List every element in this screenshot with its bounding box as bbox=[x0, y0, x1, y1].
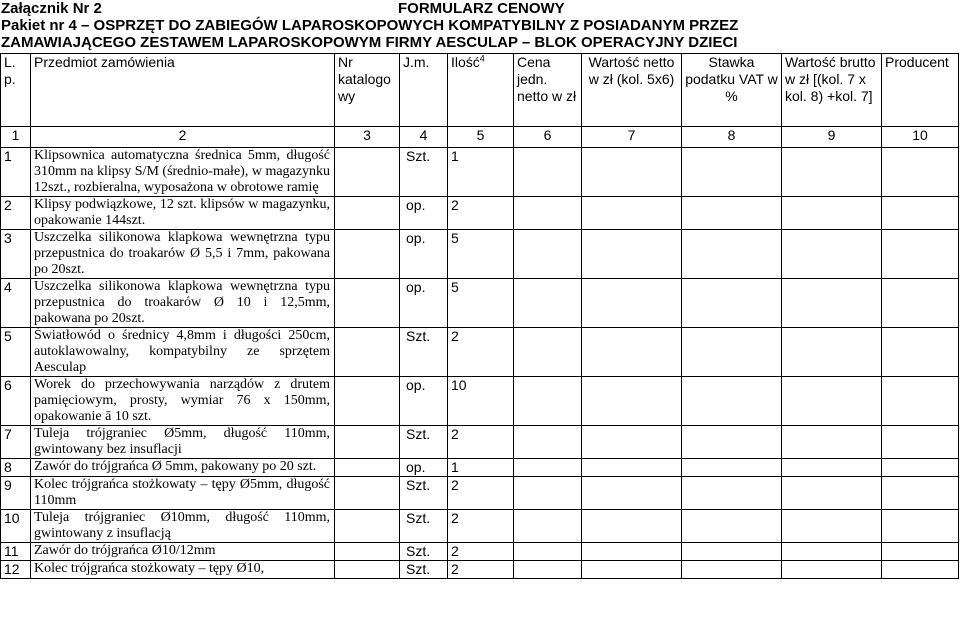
row-vat-cell[interactable] bbox=[682, 426, 782, 459]
row-item-description: Światłowód o średnicy 4,8mm i długości 250cm, autoklawowalny, kompatybilny ze sprzętem Aesculap bbox=[31, 328, 335, 377]
qty-footnote-mark: 4 bbox=[479, 53, 485, 64]
row-quantity: 1 bbox=[448, 459, 514, 477]
row-net-value-cell[interactable] bbox=[582, 279, 682, 328]
row-gross-value-cell[interactable] bbox=[782, 328, 882, 377]
row-net-value-cell[interactable] bbox=[582, 230, 682, 279]
row-net-value-cell[interactable] bbox=[582, 197, 682, 230]
row-producer-cell[interactable] bbox=[882, 477, 959, 510]
col-header-vat: Stawka podatku VAT w % bbox=[682, 54, 782, 127]
row-item-description: Uszczelka silikonowa klapkowa wewnętrzna typu przepustnica do troakarów Ø 10 i 12,5mm, pakowana po 20szt. bbox=[31, 279, 335, 328]
row-lp: 12 bbox=[1, 561, 31, 579]
row-catalog-cell[interactable] bbox=[335, 510, 400, 543]
column-number-row bbox=[1, 127, 959, 148]
row-catalog-cell[interactable] bbox=[335, 543, 400, 561]
row-gross-value-cell[interactable] bbox=[782, 543, 882, 561]
row-catalog-cell[interactable] bbox=[335, 561, 400, 579]
table-row bbox=[1, 561, 959, 579]
row-producer-cell[interactable] bbox=[882, 328, 959, 377]
row-unit-price-cell[interactable] bbox=[514, 377, 582, 426]
row-gross-value-cell[interactable] bbox=[782, 197, 882, 230]
row-item-description: Worek do przechowywania narządów z drutem pamięciowym, prosty, wymiar 76 x 150mm, opakowanie ā 10 szt. bbox=[31, 377, 335, 426]
row-net-value-cell[interactable] bbox=[582, 543, 682, 561]
row-catalog-cell[interactable] bbox=[335, 477, 400, 510]
row-net-value-cell[interactable] bbox=[582, 377, 682, 426]
row-vat-cell[interactable] bbox=[682, 328, 782, 377]
row-quantity: 10 bbox=[448, 377, 514, 426]
package-title-line2: ZAMAWIAJĄCEGO ZESTAWEM LAPAROSKOPOWYM FIRMY AESCULAP – BLOK OPERACYJNY DZIECI bbox=[1, 34, 738, 51]
row-item-description: Kolec trójgrańca stożkowaty – tępy Ø5mm, długość 110mm bbox=[31, 477, 335, 510]
form-title: FORMULARZ CENOWY bbox=[398, 0, 565, 17]
row-item-description: Zawór do trójgrańca Ø10/12mm bbox=[31, 543, 335, 561]
row-vat-cell[interactable] bbox=[682, 230, 782, 279]
row-gross-value-cell[interactable] bbox=[782, 230, 882, 279]
row-lp: 10 bbox=[1, 510, 31, 543]
row-quantity: 2 bbox=[448, 543, 514, 561]
row-net-value-cell[interactable] bbox=[582, 477, 682, 510]
row-gross-value-cell[interactable] bbox=[782, 148, 882, 197]
row-lp: 6 bbox=[1, 377, 31, 426]
row-unit: Szt. bbox=[400, 510, 448, 543]
row-unit: op. bbox=[400, 230, 448, 279]
row-net-value-cell[interactable] bbox=[582, 561, 682, 579]
col-number: 9 bbox=[782, 127, 882, 148]
row-quantity: 5 bbox=[448, 279, 514, 328]
col-header-item: Przedmiot zamówienia bbox=[31, 54, 335, 127]
row-catalog-cell[interactable] bbox=[335, 197, 400, 230]
row-vat-cell[interactable] bbox=[682, 477, 782, 510]
row-gross-value-cell[interactable] bbox=[782, 377, 882, 426]
col-header-unit: J.m. bbox=[400, 54, 448, 127]
row-unit: Szt. bbox=[400, 148, 448, 197]
row-lp: 4 bbox=[1, 279, 31, 328]
row-catalog-cell[interactable] bbox=[335, 230, 400, 279]
row-gross-value-cell[interactable] bbox=[782, 477, 882, 510]
row-catalog-cell[interactable] bbox=[335, 377, 400, 426]
table-row bbox=[1, 279, 959, 328]
row-lp: 3 bbox=[1, 230, 31, 279]
row-unit-price-cell[interactable] bbox=[514, 148, 582, 197]
col-number: 4 bbox=[400, 127, 448, 148]
row-gross-value-cell[interactable] bbox=[782, 279, 882, 328]
row-unit: Szt. bbox=[400, 543, 448, 561]
row-gross-value-cell[interactable] bbox=[782, 426, 882, 459]
table-header-row bbox=[1, 54, 959, 127]
row-net-value-cell[interactable] bbox=[582, 459, 682, 477]
col-number: 1 bbox=[1, 127, 31, 148]
row-catalog-cell[interactable] bbox=[335, 148, 400, 197]
table-row bbox=[1, 543, 959, 561]
table-row bbox=[1, 197, 959, 230]
row-lp: 7 bbox=[1, 426, 31, 459]
row-quantity: 2 bbox=[448, 426, 514, 459]
table-row bbox=[1, 328, 959, 377]
row-producer-cell[interactable] bbox=[882, 510, 959, 543]
row-net-value-cell[interactable] bbox=[582, 426, 682, 459]
row-catalog-cell[interactable] bbox=[335, 426, 400, 459]
row-vat-cell[interactable] bbox=[682, 561, 782, 579]
row-producer-cell[interactable] bbox=[882, 426, 959, 459]
row-producer-cell[interactable] bbox=[882, 197, 959, 230]
row-unit: op. bbox=[400, 279, 448, 328]
col-number: 6 bbox=[514, 127, 582, 148]
row-producer-cell[interactable] bbox=[882, 377, 959, 426]
row-catalog-cell[interactable] bbox=[335, 459, 400, 477]
row-item-description: Tuleja trójgraniec Ø5mm, długość 110mm, gwintowany bez insuflacji bbox=[31, 426, 335, 459]
row-unit-price-cell[interactable] bbox=[514, 459, 582, 477]
col-number: 8 bbox=[682, 127, 782, 148]
table-row bbox=[1, 148, 959, 197]
col-number: 7 bbox=[582, 127, 682, 148]
row-net-value-cell[interactable] bbox=[582, 510, 682, 543]
package-title-line1: Pakiet nr 4 – OSPRZĘT DO ZABIEGÓW LAPAROSKOPOWYCH KOMPATYBILNY Z POSIADANYM PRZEZ bbox=[1, 17, 739, 34]
row-unit-price-cell[interactable] bbox=[514, 328, 582, 377]
row-vat-cell[interactable] bbox=[682, 510, 782, 543]
row-unit: Szt. bbox=[400, 328, 448, 377]
row-vat-cell[interactable] bbox=[682, 543, 782, 561]
row-catalog-cell[interactable] bbox=[335, 328, 400, 377]
row-lp: 1 bbox=[1, 148, 31, 197]
row-unit: op. bbox=[400, 377, 448, 426]
row-lp: 9 bbox=[1, 477, 31, 510]
row-gross-value-cell[interactable] bbox=[782, 561, 882, 579]
row-item-description: Klipsy podwiązkowe, 12 szt. klipsów w magazynku, opakowanie 144szt. bbox=[31, 197, 335, 230]
col-number: 10 bbox=[882, 127, 959, 148]
row-producer-cell[interactable] bbox=[882, 459, 959, 477]
col-header-net-value: Wartość netto w zł (kol. 5x6) bbox=[582, 54, 682, 127]
row-quantity: 2 bbox=[448, 561, 514, 579]
row-net-value-cell[interactable] bbox=[582, 148, 682, 197]
row-producer-cell[interactable] bbox=[882, 230, 959, 279]
col-number: 2 bbox=[31, 127, 335, 148]
col-header-qty bbox=[448, 54, 514, 127]
row-unit: Szt. bbox=[400, 477, 448, 510]
col-header-lp: L. p. bbox=[1, 54, 31, 127]
row-quantity: 2 bbox=[448, 197, 514, 230]
row-unit-price-cell[interactable] bbox=[514, 477, 582, 510]
row-quantity: 2 bbox=[448, 510, 514, 543]
table-row bbox=[1, 230, 959, 279]
row-net-value-cell[interactable] bbox=[582, 328, 682, 377]
table-row bbox=[1, 377, 959, 426]
row-vat-cell[interactable] bbox=[682, 197, 782, 230]
row-unit: op. bbox=[400, 197, 448, 230]
row-catalog-cell[interactable] bbox=[335, 279, 400, 328]
row-vat-cell[interactable] bbox=[682, 377, 782, 426]
row-unit: Szt. bbox=[400, 426, 448, 459]
row-producer-cell[interactable] bbox=[882, 279, 959, 328]
table-row bbox=[1, 459, 959, 477]
row-producer-cell[interactable] bbox=[882, 148, 959, 197]
row-unit: op. bbox=[400, 459, 448, 477]
row-gross-value-cell[interactable] bbox=[782, 459, 882, 477]
row-unit-price-cell[interactable] bbox=[514, 279, 582, 328]
table-row bbox=[1, 477, 959, 510]
row-lp: 2 bbox=[1, 197, 31, 230]
row-item-description: Klipsownica automatyczna średnica 5mm, długość 310mm na klipsy S/M (średnio-małe), w magazynku 12szt., rozbieralna, wyposażona w obrotowe ramię bbox=[31, 148, 335, 197]
row-quantity: 1 bbox=[448, 148, 514, 197]
row-item-description: Tuleja trójgraniec Ø10mm, długość 110mm, gwintowany z insuflacją bbox=[31, 510, 335, 543]
row-unit-price-cell[interactable] bbox=[514, 561, 582, 579]
row-item-description: Zawór do trójgrańca Ø 5mm, pakowany po 20 szt. bbox=[31, 459, 335, 477]
table-row bbox=[1, 426, 959, 459]
row-quantity: 2 bbox=[448, 328, 514, 377]
row-lp: 5 bbox=[1, 328, 31, 377]
row-unit-price-cell[interactable] bbox=[514, 426, 582, 459]
col-number: 5 bbox=[448, 127, 514, 148]
row-item-description: Uszczelka silikonowa klapkowa wewnętrzna typu przepustnica do troakarów Ø 5,5 i 7mm, pakowana po 20szt. bbox=[31, 230, 335, 279]
price-form-table bbox=[0, 53, 959, 579]
row-vat-cell[interactable] bbox=[682, 148, 782, 197]
row-unit-price-cell[interactable] bbox=[514, 510, 582, 543]
row-unit-price-cell[interactable] bbox=[514, 543, 582, 561]
col-header-unit-price: Cena jedn. netto w zł bbox=[514, 54, 582, 127]
col-header-gross-value: Wartość brutto w zł [(kol. 7 x kol. 8) +kol. 7] bbox=[782, 54, 882, 127]
row-lp: 11 bbox=[1, 543, 31, 561]
row-gross-value-cell[interactable] bbox=[782, 510, 882, 543]
row-vat-cell[interactable] bbox=[682, 279, 782, 328]
row-vat-cell[interactable] bbox=[682, 459, 782, 477]
row-item-description: Kolec trójgrańca stożkowaty – tępy Ø10, bbox=[31, 561, 335, 579]
col-number: 3 bbox=[335, 127, 400, 148]
row-lp: 8 bbox=[1, 459, 31, 477]
row-producer-cell[interactable] bbox=[882, 543, 959, 561]
table-row bbox=[1, 510, 959, 543]
row-producer-cell[interactable] bbox=[882, 561, 959, 579]
row-unit-price-cell[interactable] bbox=[514, 197, 582, 230]
row-unit-price-cell[interactable] bbox=[514, 230, 582, 279]
col-header-producer: Producent bbox=[882, 54, 959, 127]
row-quantity: 2 bbox=[448, 477, 514, 510]
row-unit: Szt. bbox=[400, 561, 448, 579]
attachment-label: Załącznik Nr 2 bbox=[1, 0, 102, 17]
qty-label: Ilość bbox=[451, 54, 480, 70]
row-quantity: 5 bbox=[448, 230, 514, 279]
col-header-catalog: Nr katalogo wy bbox=[335, 54, 400, 127]
